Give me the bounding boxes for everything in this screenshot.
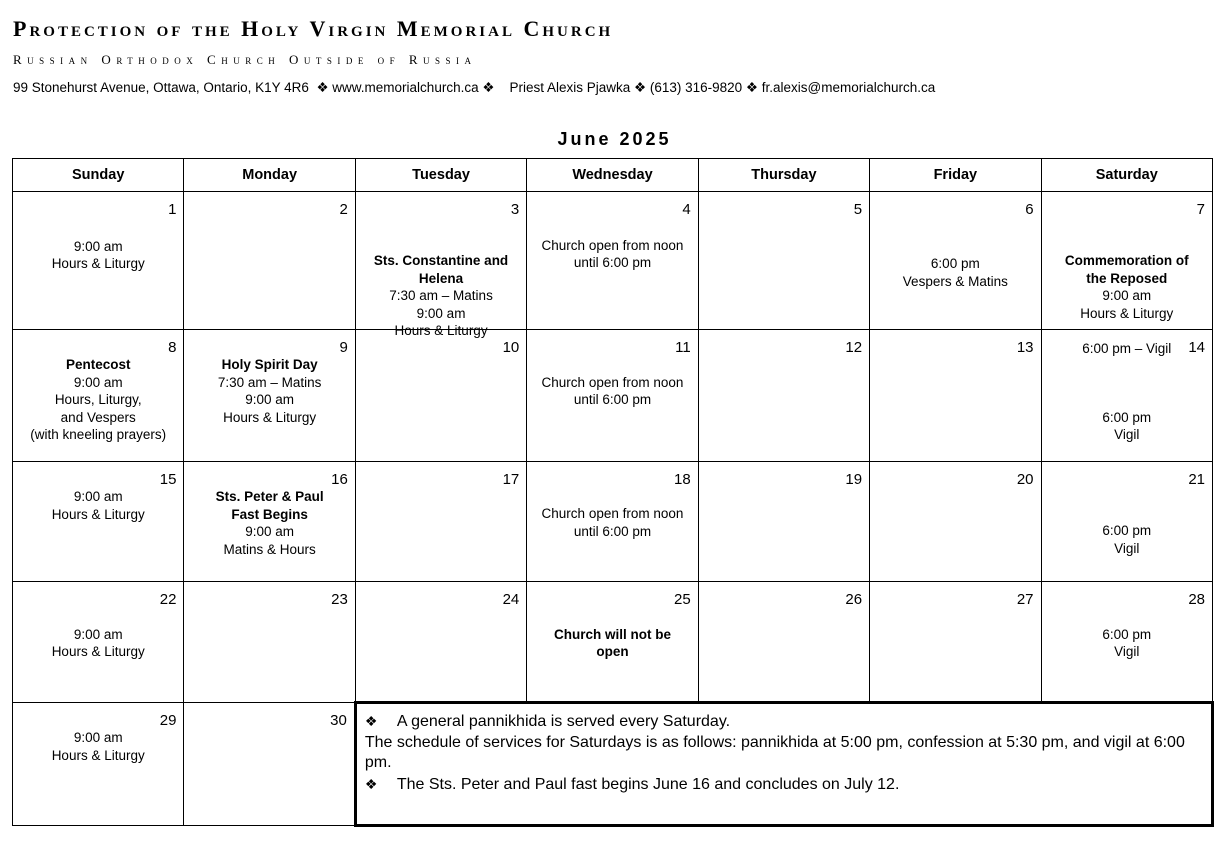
event-line: 9:00 am <box>73 730 123 745</box>
day-number: 10 <box>502 339 520 356</box>
note-paragraph: The schedule of services for Saturdays is as follows: pannikhida at 5:00 pm, confession at 5:30 pm, and vigil at 6:00 pm. <box>364 733 1185 771</box>
weekday-header-saturday: Saturday <box>1041 159 1212 192</box>
church-name-title: Protection of the Holy Virgin Memorial Church <box>13 16 614 41</box>
day-events <box>1044 356 1210 444</box>
day-cell <box>184 330 355 462</box>
day-number: 4 <box>682 201 691 218</box>
spacer <box>872 220 1038 238</box>
event-line: Hours & Liturgy <box>223 409 317 425</box>
weekday-header-sunday: Sunday <box>13 159 184 192</box>
note-bullet <box>365 774 1205 796</box>
closure-notice: open <box>596 644 629 660</box>
event-line: 9:00 am <box>1102 288 1152 304</box>
event-line: 6:00 pm <box>1102 409 1152 425</box>
day-events <box>1044 608 1210 661</box>
day-number: 3 <box>510 201 520 218</box>
day-number: 1 <box>168 201 177 218</box>
event-line: 7:30 am – Matins <box>389 288 493 304</box>
day-events <box>872 220 1038 290</box>
event-line: Hours & Liturgy <box>1080 305 1174 321</box>
event-line: 6:00 pm – Vigil <box>1082 340 1172 356</box>
day-number: 20 <box>1016 471 1034 488</box>
note-bullet <box>365 711 1205 733</box>
day-number: 30 <box>330 712 347 729</box>
weekday-header-tuesday: Tuesday <box>355 159 526 192</box>
day-number: 24 <box>502 591 520 608</box>
diamond-bullet-icon: ❖ <box>364 775 378 792</box>
day-events <box>1044 487 1210 557</box>
event-line: Matins & Hours <box>223 541 316 557</box>
day-cell <box>184 703 355 826</box>
day-cell <box>184 582 355 703</box>
day-number: 28 <box>1188 591 1205 608</box>
day-number: 19 <box>845 471 863 488</box>
event-line: 9:00 am <box>245 524 295 540</box>
week-row <box>13 330 1213 462</box>
closure-notice: Church will not be <box>553 626 671 642</box>
feast-name: Holy Spirit Day <box>221 357 318 372</box>
day-number: 15 <box>159 471 177 488</box>
event-line: and Vespers <box>60 409 136 425</box>
event-line: Church open from noon <box>541 506 684 521</box>
day-events <box>529 608 695 661</box>
spacer <box>529 608 695 626</box>
day-number: 17 <box>502 471 520 488</box>
day-cell <box>355 582 526 703</box>
day-cell <box>1041 582 1212 703</box>
event-line: 7:30 am – Matins <box>217 374 322 390</box>
feast-name: Sts. Peter & Paul <box>215 489 324 504</box>
day-cell <box>13 192 184 330</box>
day-cell <box>527 582 698 703</box>
day-events <box>186 488 352 558</box>
week-row <box>13 192 1213 330</box>
day-events <box>529 356 695 409</box>
day-number: 25 <box>674 591 691 608</box>
day-cell <box>527 462 698 582</box>
event-line: Hours & Liturgy <box>51 644 145 660</box>
day-cell <box>13 703 184 826</box>
event-line: Church open from noon <box>541 237 684 253</box>
day-events <box>15 608 181 661</box>
day-cell <box>184 192 355 330</box>
spacer <box>529 356 695 374</box>
note-text: A general pannikhida is served every Saturday. <box>396 713 731 730</box>
spacer <box>529 219 695 237</box>
spacer <box>1044 356 1210 374</box>
church-jurisdiction-subtitle: Russian Orthodox Church Outside of Russia <box>13 52 477 67</box>
day-cell <box>870 462 1041 582</box>
spacer <box>1044 391 1210 409</box>
day-events <box>529 219 695 272</box>
week-row <box>13 462 1213 582</box>
day-number: 21 <box>1188 471 1205 488</box>
day-cell <box>355 192 526 339</box>
day-number: 29 <box>159 712 177 729</box>
event-line: until 6:00 pm <box>573 523 652 539</box>
feast-name: the Reposed <box>1086 270 1168 286</box>
day-events <box>529 505 695 540</box>
feast-name: Sts. Constantine and <box>373 253 509 268</box>
day-cell <box>527 192 698 330</box>
day-number: 9 <box>339 339 348 356</box>
day-cell <box>1041 330 1212 462</box>
day-cell <box>698 192 869 330</box>
event-line: Church open from noon <box>541 374 684 390</box>
day-cell <box>355 330 526 462</box>
spacer <box>15 608 181 626</box>
event-line: 9:00 am <box>73 626 123 642</box>
weekday-header-monday: Monday <box>184 159 355 192</box>
day-number: 5 <box>853 201 863 218</box>
event-line: 9:00 am <box>416 305 466 321</box>
event-line: 9:00 am <box>73 489 123 504</box>
day-cell <box>13 582 184 703</box>
day-cell <box>698 462 869 582</box>
weekday-header-wednesday: Wednesday <box>527 159 698 192</box>
day-cell <box>1041 462 1212 582</box>
day-events <box>186 356 352 426</box>
weekday-header-row <box>13 159 1213 192</box>
day-cell <box>13 462 184 582</box>
feast-name: Commemoration of <box>1064 253 1189 268</box>
day-cell <box>870 330 1041 462</box>
contact-info-line: 99 Stonehurst Avenue, Ottawa, Ontario, K1Y 4R6 ❖ www.memorialchurch.ca ❖ Priest Alexis Pjawka ❖ (613) 316-9820 ❖ fr.alexis@memorialchurch.ca <box>13 80 936 95</box>
weekday-header-thursday: Thursday <box>698 159 869 192</box>
event-line: (with kneeling prayers) <box>30 427 167 443</box>
day-number: 22 <box>159 591 177 608</box>
spacer <box>15 220 181 238</box>
day-cell <box>184 462 355 582</box>
event-line: Hours & Liturgy <box>51 506 145 522</box>
event-line: Hours & Liturgy <box>51 256 145 272</box>
notes-text <box>365 711 1205 795</box>
day-events <box>15 220 181 273</box>
event-line: until 6:00 pm <box>573 392 652 408</box>
spacer <box>872 238 1038 256</box>
day-number: 16 <box>331 471 348 488</box>
event-line: 6:00 pm <box>1102 523 1152 539</box>
event-line: Hours & Liturgy <box>51 747 145 763</box>
diamond-bullet-icon: ❖ <box>364 713 378 729</box>
note-text: The Sts. Peter and Paul fast begins June 16 and concludes on July 12. <box>396 775 900 793</box>
notes-box <box>355 703 1212 826</box>
day-number: 18 <box>674 471 691 488</box>
day-number: 14 <box>1188 339 1205 356</box>
feast-name: Fast Begins <box>231 506 308 522</box>
event-line: Hours, Liturgy, <box>54 392 142 408</box>
day-events <box>15 356 181 444</box>
event-line: until 6:00 pm <box>573 255 652 271</box>
day-cell <box>870 582 1041 703</box>
week-row <box>13 582 1213 703</box>
day-number: 26 <box>845 591 863 608</box>
day-number: 7 <box>1196 201 1205 218</box>
event-line: Vigil <box>1114 427 1140 443</box>
event-line: Vigil <box>1114 540 1140 556</box>
day-events <box>15 729 181 764</box>
event-line: 9:00 am <box>73 374 123 390</box>
event-line: 6:00 pm <box>930 256 980 272</box>
event-line: 6:00 pm <box>1102 626 1152 642</box>
day-cell <box>698 582 869 703</box>
day-cell <box>13 330 184 462</box>
spacer <box>1044 374 1210 392</box>
spacer <box>1044 505 1210 523</box>
day-number: 8 <box>168 339 177 356</box>
spacer <box>1044 487 1210 505</box>
day-number: 6 <box>1025 201 1034 218</box>
event-line: 9:00 am <box>73 238 123 254</box>
feast-name: Helena <box>418 270 464 286</box>
day-events <box>358 252 524 340</box>
day-cell <box>355 462 526 582</box>
day-cell <box>870 192 1041 330</box>
day-cell <box>698 330 869 462</box>
day-number: 11 <box>675 339 691 356</box>
event-line: Vespers & Matins <box>902 273 1008 289</box>
day-number: 13 <box>1016 339 1034 356</box>
day-events <box>15 488 181 523</box>
month-title: June 2025 <box>557 129 672 149</box>
day-number: 12 <box>845 339 863 356</box>
day-number: 27 <box>1016 591 1034 608</box>
day-cell <box>527 330 698 462</box>
event-line: 9:00 am <box>245 392 295 408</box>
day-number: 2 <box>339 201 348 218</box>
feast-name: Pentecost <box>65 357 131 372</box>
calendar-table <box>12 158 1214 827</box>
spacer <box>1044 608 1210 626</box>
week-row <box>13 703 1213 826</box>
weekday-header-friday: Friday <box>870 159 1041 192</box>
event-line: Hours & Liturgy <box>394 323 488 339</box>
event-line: Vigil <box>1114 644 1140 660</box>
day-number: 23 <box>331 591 348 608</box>
